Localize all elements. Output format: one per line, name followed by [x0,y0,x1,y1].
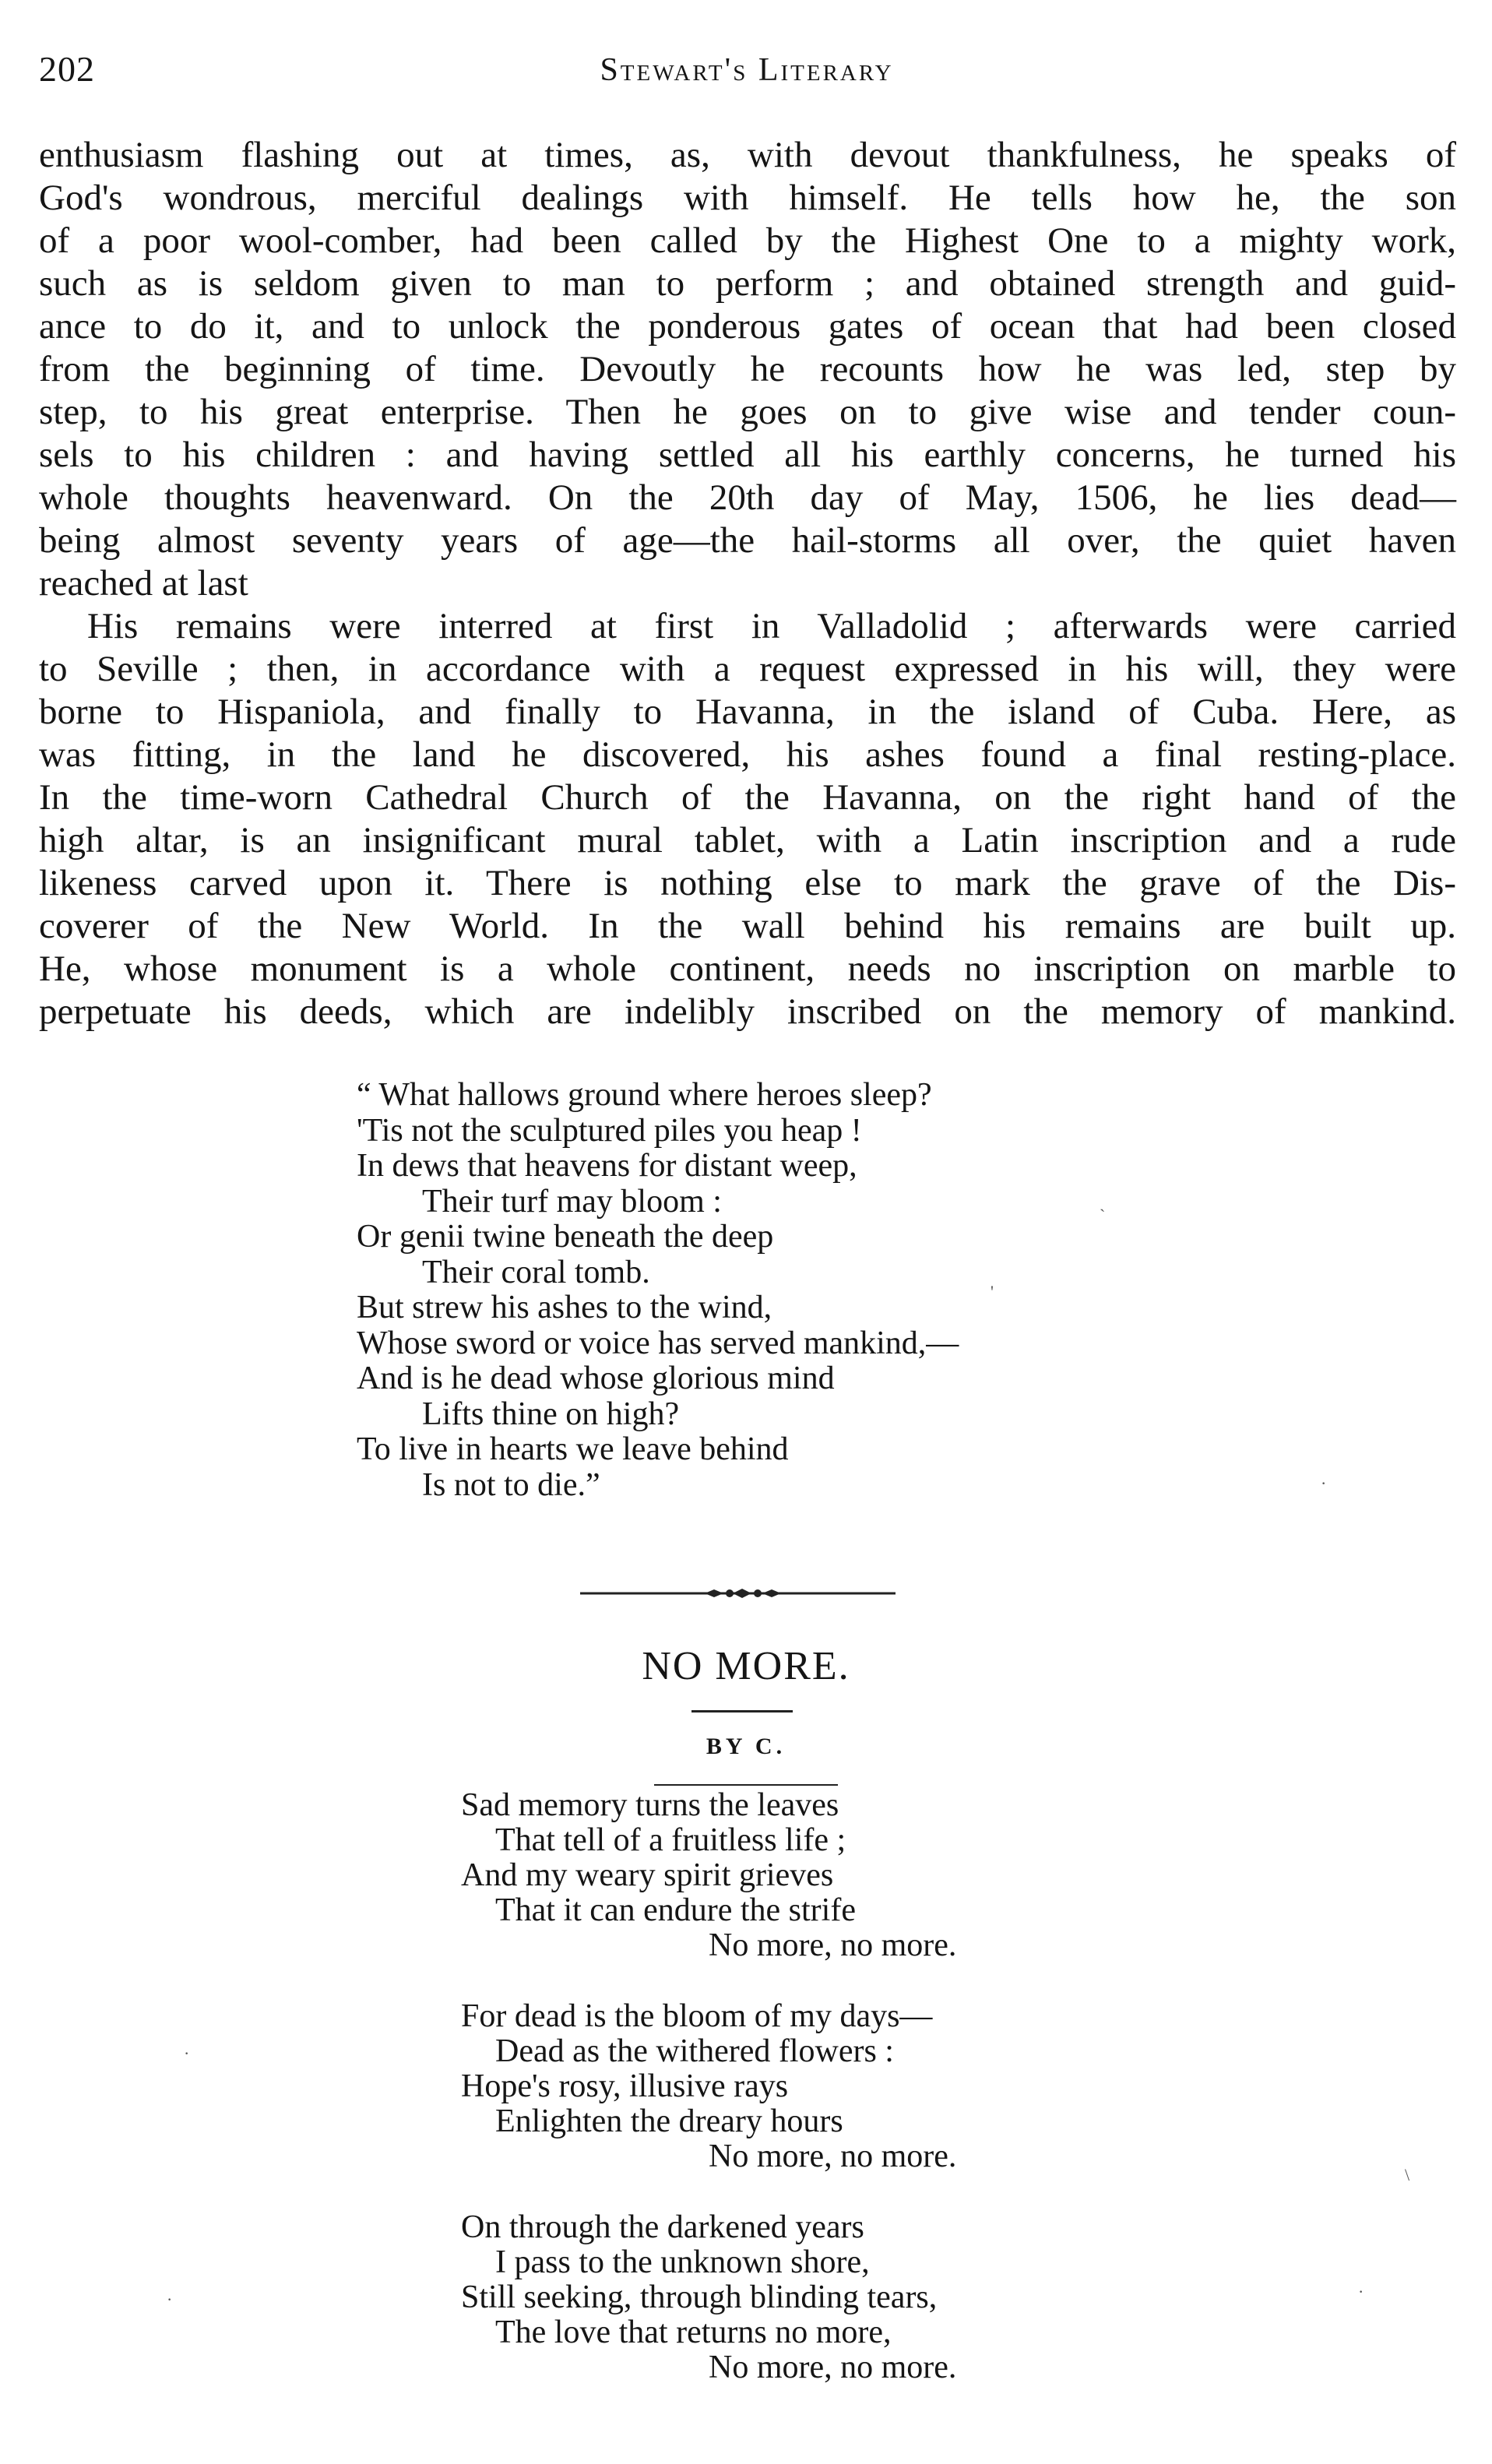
poem-title: NO MORE. [642,1644,850,1688]
quote-line: In dews that heavens for distant weep, [357,1148,857,1184]
prose-line: coverer of the New World. In the wall behind his remains are built up. [39,906,1456,946]
quote-line: Lifts thine on high? [422,1396,680,1432]
prose-line: being almost seventy years of age—the hail-storms all over, the quiet haven [39,520,1456,561]
prose-line: sels to his children : and having settled all his earthly concerns, he turned his [39,435,1456,475]
ornamental-divider [580,1586,896,1600]
quote-line: But strew his ashes to the wind, [357,1290,772,1325]
poem-line: Dead as the withered flowers : [495,2033,894,2069]
poem-line: Hope's rosy, illusive rays [461,2068,789,2104]
prose-line: He, whose monument is a whole continent, needs no inscription on marble to [39,949,1456,989]
poem-line: That tell of a fruitless life ; [495,1822,846,1858]
print-speck: · [1321,1473,1327,1493]
poem-line: The love that returns no more, [495,2314,892,2350]
poem-refrain: No more, no more. [709,1927,957,1963]
poem-refrain: No more, no more. [709,2350,957,2385]
poem-stanza [461,1999,956,2174]
prose-line: step, to his great enterprise. Then he goes on to give wise and tender coun- [39,392,1456,432]
print-speck: · [1358,2282,1364,2301]
poem-stanza [461,1788,956,1963]
print-speck: · [167,2290,173,2309]
print-speck: ' [991,1282,994,1301]
prose-line: to Seville ; then, in accordance with a request expressed in his will, they were [39,649,1456,689]
print-speck: · [184,2043,190,2063]
poem-line: Still seeking, through blinding tears, [461,2279,938,2315]
prose-line: In the time-worn Cathedral Church of the Havanna, on the right hand of the [39,777,1456,818]
poem-stanza [461,2210,956,2385]
prose-line: reached at last [39,563,248,604]
quote-line: And is he dead whose glorious mind [357,1360,835,1396]
title-rule [691,1710,793,1712]
quote-line: 'Tis not the sculptured piles you heap ! [357,1112,862,1149]
running-title: Stewart's Literary [600,52,894,88]
verse-quotation [357,1078,959,1503]
prose-line: was fitting, in the land he discovered, his ashes found a final resting-place. [39,734,1456,775]
quote-line: “ What hallows ground where heroes sleep? [357,1077,932,1113]
quote-line: Their coral tomb. [422,1254,650,1290]
quote-line: Or genii twine beneath the deep [357,1219,774,1255]
poem-body [461,1788,956,2421]
poem-line: And my weary spirit grieves [461,1857,834,1893]
prose-line: whole thoughts heavenward. On the 20th day of May, 1506, he lies dead— [39,477,1456,518]
prose-body [39,134,1456,1033]
page-header [39,48,1455,95]
quote-line: Their turf may bloom : [422,1183,722,1220]
quote-line: Is not to die.” [422,1466,600,1503]
poem-line: Enlighten the dreary hours [495,2103,843,2139]
poem-byline: BY C. [706,1734,786,1759]
print-speck: \ [1405,2165,1410,2184]
quote-line: To live in hearts we leave behind [357,1431,789,1467]
poem-line: I pass to the unknown shore, [495,2244,870,2280]
page-number: 202 [39,49,95,89]
poem-line: For dead is the bloom of my days— [461,1998,933,2034]
prose-line: enthusiasm flashing out at times, as, with devout thankfulness, he speaks of [39,135,1456,175]
byline-rule [654,1784,838,1786]
prose-line: His remains were interred at first in Valladolid ; afterwards were carried [87,606,1456,646]
poem-refrain: No more, no more. [709,2138,957,2174]
quote-line: Whose sword or voice has served mankind,— [357,1325,959,1361]
prose-line: likeness carved upon it. There is nothing else to mark the grave of the Dis- [39,863,1456,903]
prose-line: perpetuate his deeds, which are indelibly inscribed on the memory of mankind. [39,991,1456,1032]
prose-line: borne to Hispaniola, and finally to Havanna, in the island of Cuba. Here, as [39,692,1456,732]
poem-line: On through the darkened years [461,2209,864,2245]
prose-line: ance to do it, and to unlock the ponderous gates of ocean that had been closed [39,306,1456,347]
prose-line: God's wondrous, merciful dealings with himself. He tells how he, the son [39,178,1456,218]
poem-line: That it can endure the strife [495,1892,856,1928]
prose-line: such as is seldom given to man to perform ; and obtained strength and guid- [39,263,1456,304]
prose-line: of a poor wool-comber, had been called by the Highest One to a mighty work, [39,220,1456,261]
poem-line: Sad memory turns the leaves [461,1787,839,1823]
print-speck: ˋ [1100,1206,1106,1225]
prose-line: high altar, is an insignificant mural tablet, with a Latin inscription and a rude [39,820,1456,861]
prose-line: from the beginning of time. Devoutly he recounts how he was led, step by [39,349,1456,389]
